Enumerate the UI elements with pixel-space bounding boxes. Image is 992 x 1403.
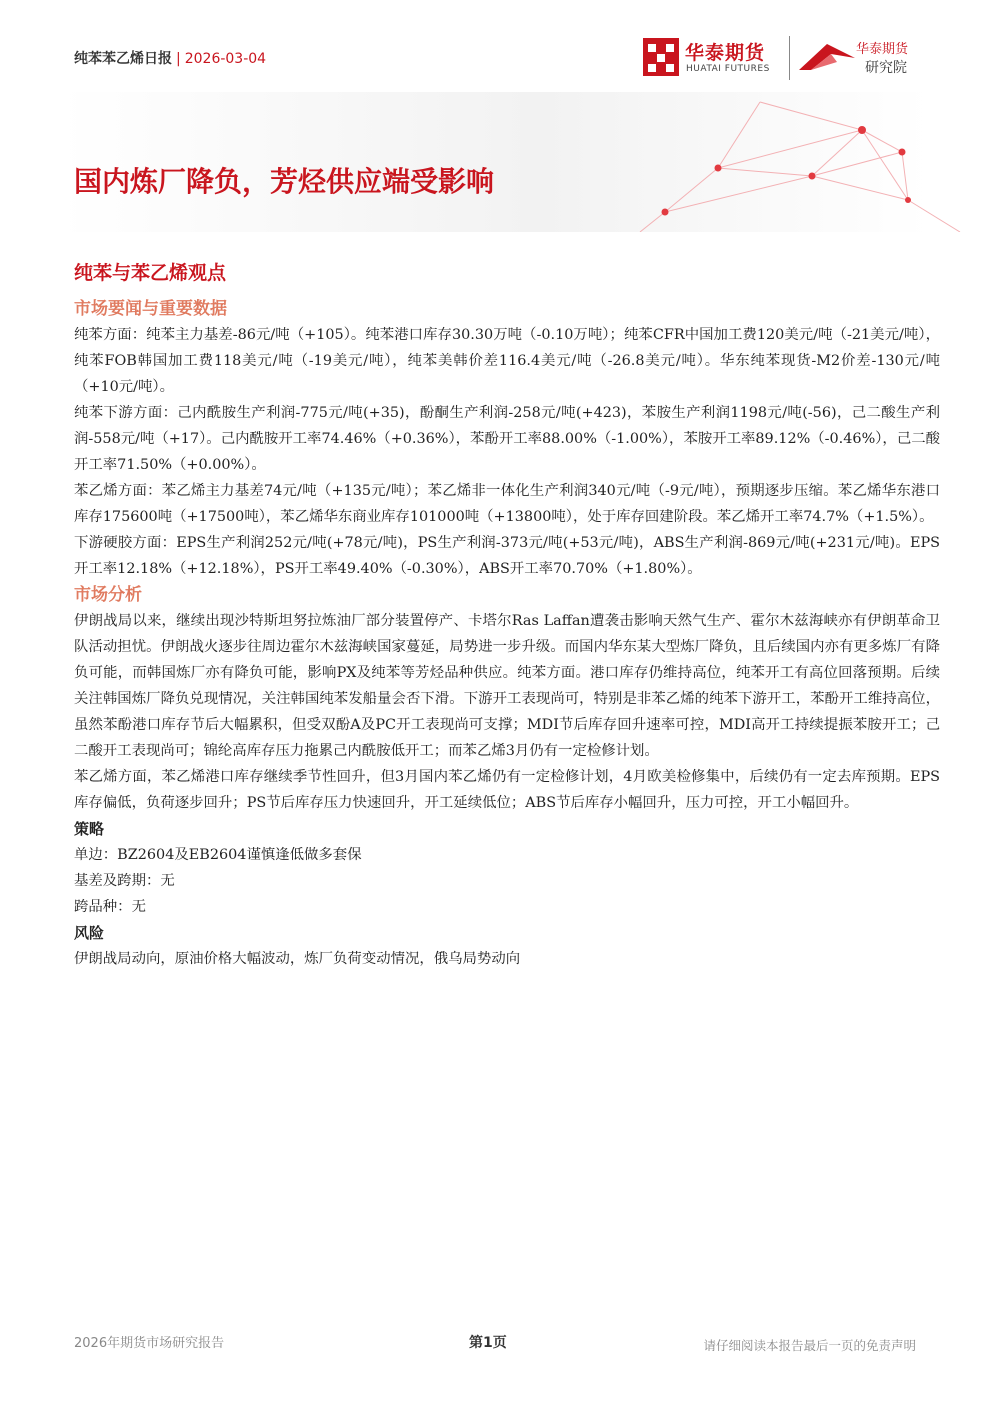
footer-disclaimer: 请仔细阅读本报告最后一页的免责声明 (703, 1338, 916, 1353)
strategy-line-basis: 基差及跨期：无 (74, 873, 175, 889)
page-title: 国内炼厂降负，芳烃供应端受影响 (74, 165, 495, 198)
market-analysis-heading: 市场分析 (74, 585, 142, 605)
report-header (74, 48, 266, 68)
strategy-line-cross: 跨品种：无 (74, 899, 146, 915)
risk-heading: 风险 (74, 924, 105, 942)
paragraph-benzene-downstream: 纯苯下游方面：己内酰胺生产利润-775元/吨(+35)，酚酮生产利润-258元/吨(+423)，苯胺生产利润1198元/吨(-56)，己二酸生产利润-558元/吨（+17）。己内酰胺开工率74.46%（+0.36%），苯酚开工率88.00%（-1.00%），苯胺开工率89.12%（-0.46%），己二酸开工率71.50%（+0.00%）。 (74, 405, 940, 473)
strategy-heading: 策略 (74, 820, 105, 838)
company-name-cn: 华泰期货 (685, 42, 766, 64)
company-logo (643, 36, 923, 82)
header-separator: | (176, 51, 181, 67)
report-title: 纯苯苯乙烯日报 (74, 51, 172, 67)
paragraph-hard-plastics: 下游硬胶方面：EPS生产利润252元/吨(+78元/吨)，PS生产利润-373元/吨(+53元/吨)，ABS生产利润-869元/吨(+231元/吨)。EPS开工率12.18%（+12.18%），PS开工率49.40%（-0.30%），ABS开工率70.70%（+1.80%）。 (74, 535, 940, 577)
analysis-paragraph-1: 伊朗战局以来，继续出现沙特斯坦努拉炼油厂部分装置停产、卡塔尔Ras Laffan遭袭击影响天然气生产、霍尔木兹海峡亦有伊朗革命卫队活动担忧。伊朗战火逐步往周边霍尔木兹海峡国家蔓延，局势进一步升级。而国内华东某大型炼厂降负，且后续国内亦有更多炼厂有降负可能，而韩国炼厂亦有降负可能，影响PX及纯苯等芳烃品种供应。纯苯方面。港口库存仍维持高位，纯苯开工有高位回落预期。后续关注韩国炼厂降负兑现情况，关注韩国纯苯发船量会否下滑。下游开工表现尚可，特别是非苯乙烯的纯苯下游开工，苯酚开工维持高位，虽然苯酚港口库存节后大幅累积，但受双酚A及PC开工表现尚可支撑；MDI节后库存回升速率可控，MDI高开工持续提振苯胺开工；己二酸开工表现尚可；锦纶高库存压力拖累己内酰胺低开工；而苯乙烯3月仍有一定检修计划。 (74, 613, 940, 759)
company-name-en: HUATAI FUTURES (686, 64, 770, 74)
risk-text: 伊朗战局动向，原油价格大幅波动，炼厂负荷变动情况，俄乌局势动向 (74, 951, 521, 967)
huatai-logo-icon (643, 38, 679, 76)
page-number: 第1页 (469, 1335, 507, 1351)
paragraph-styrene: 苯乙烯方面：苯乙烯主力基差74元/吨（+135元/吨）；苯乙烯非一体化生产利润340元/吨（-9元/吨），预期逐步压缩。苯乙烯华东港口库存175600吨（+17500吨），苯乙烯华东商业库存101000吨（+13800吨），处于库存回建阶段。苯乙烯开工率74.7%（+1.5%）。 (74, 483, 940, 525)
institute-name-line2: 研究院 (865, 60, 907, 76)
report-date: 2026-03-04 (184, 51, 267, 67)
footer-report-name: 2026年期货市场研究报告 (74, 1336, 225, 1351)
institute-bird-icon (797, 40, 857, 74)
report-body (74, 296, 940, 972)
section-title: 纯苯与苯乙烯观点 (74, 262, 227, 284)
page-footer (74, 1332, 916, 1356)
institute-name-line1: 华泰期货 (856, 42, 909, 57)
logo-divider (789, 36, 790, 80)
paragraph-benzene: 纯苯方面：纯苯主力基差-86元/吨（+105）。纯苯港口库存30.30万吨（-0.10万吨）；纯苯CFR中国加工费120美元/吨（-21美元/吨），纯苯FOB韩国加工费118美元/吨（-19美元/吨），纯苯美韩价差116.4美元/吨（-26.8美元/吨）。华东纯苯现货-M2价差-130元/吨（+10元/吨）。 (74, 327, 940, 395)
market-news-heading: 市场要闻与重要数据 (74, 299, 227, 319)
analysis-paragraph-2: 苯乙烯方面，苯乙烯港口库存继续季节性回升，但3月国内苯乙烯仍有一定检修计划，4月欧美检修集中，后续仍有一定去库预期。EPS库存偏低，负荷逐步回升；PS节后库存压力快速回升，开工延续低位；ABS节后库存小幅回升，压力可控，开工小幅回升。 (74, 769, 940, 811)
strategy-line-single: 单边：BZ2604及EB2604谨慎逢低做多套保 (74, 847, 362, 863)
